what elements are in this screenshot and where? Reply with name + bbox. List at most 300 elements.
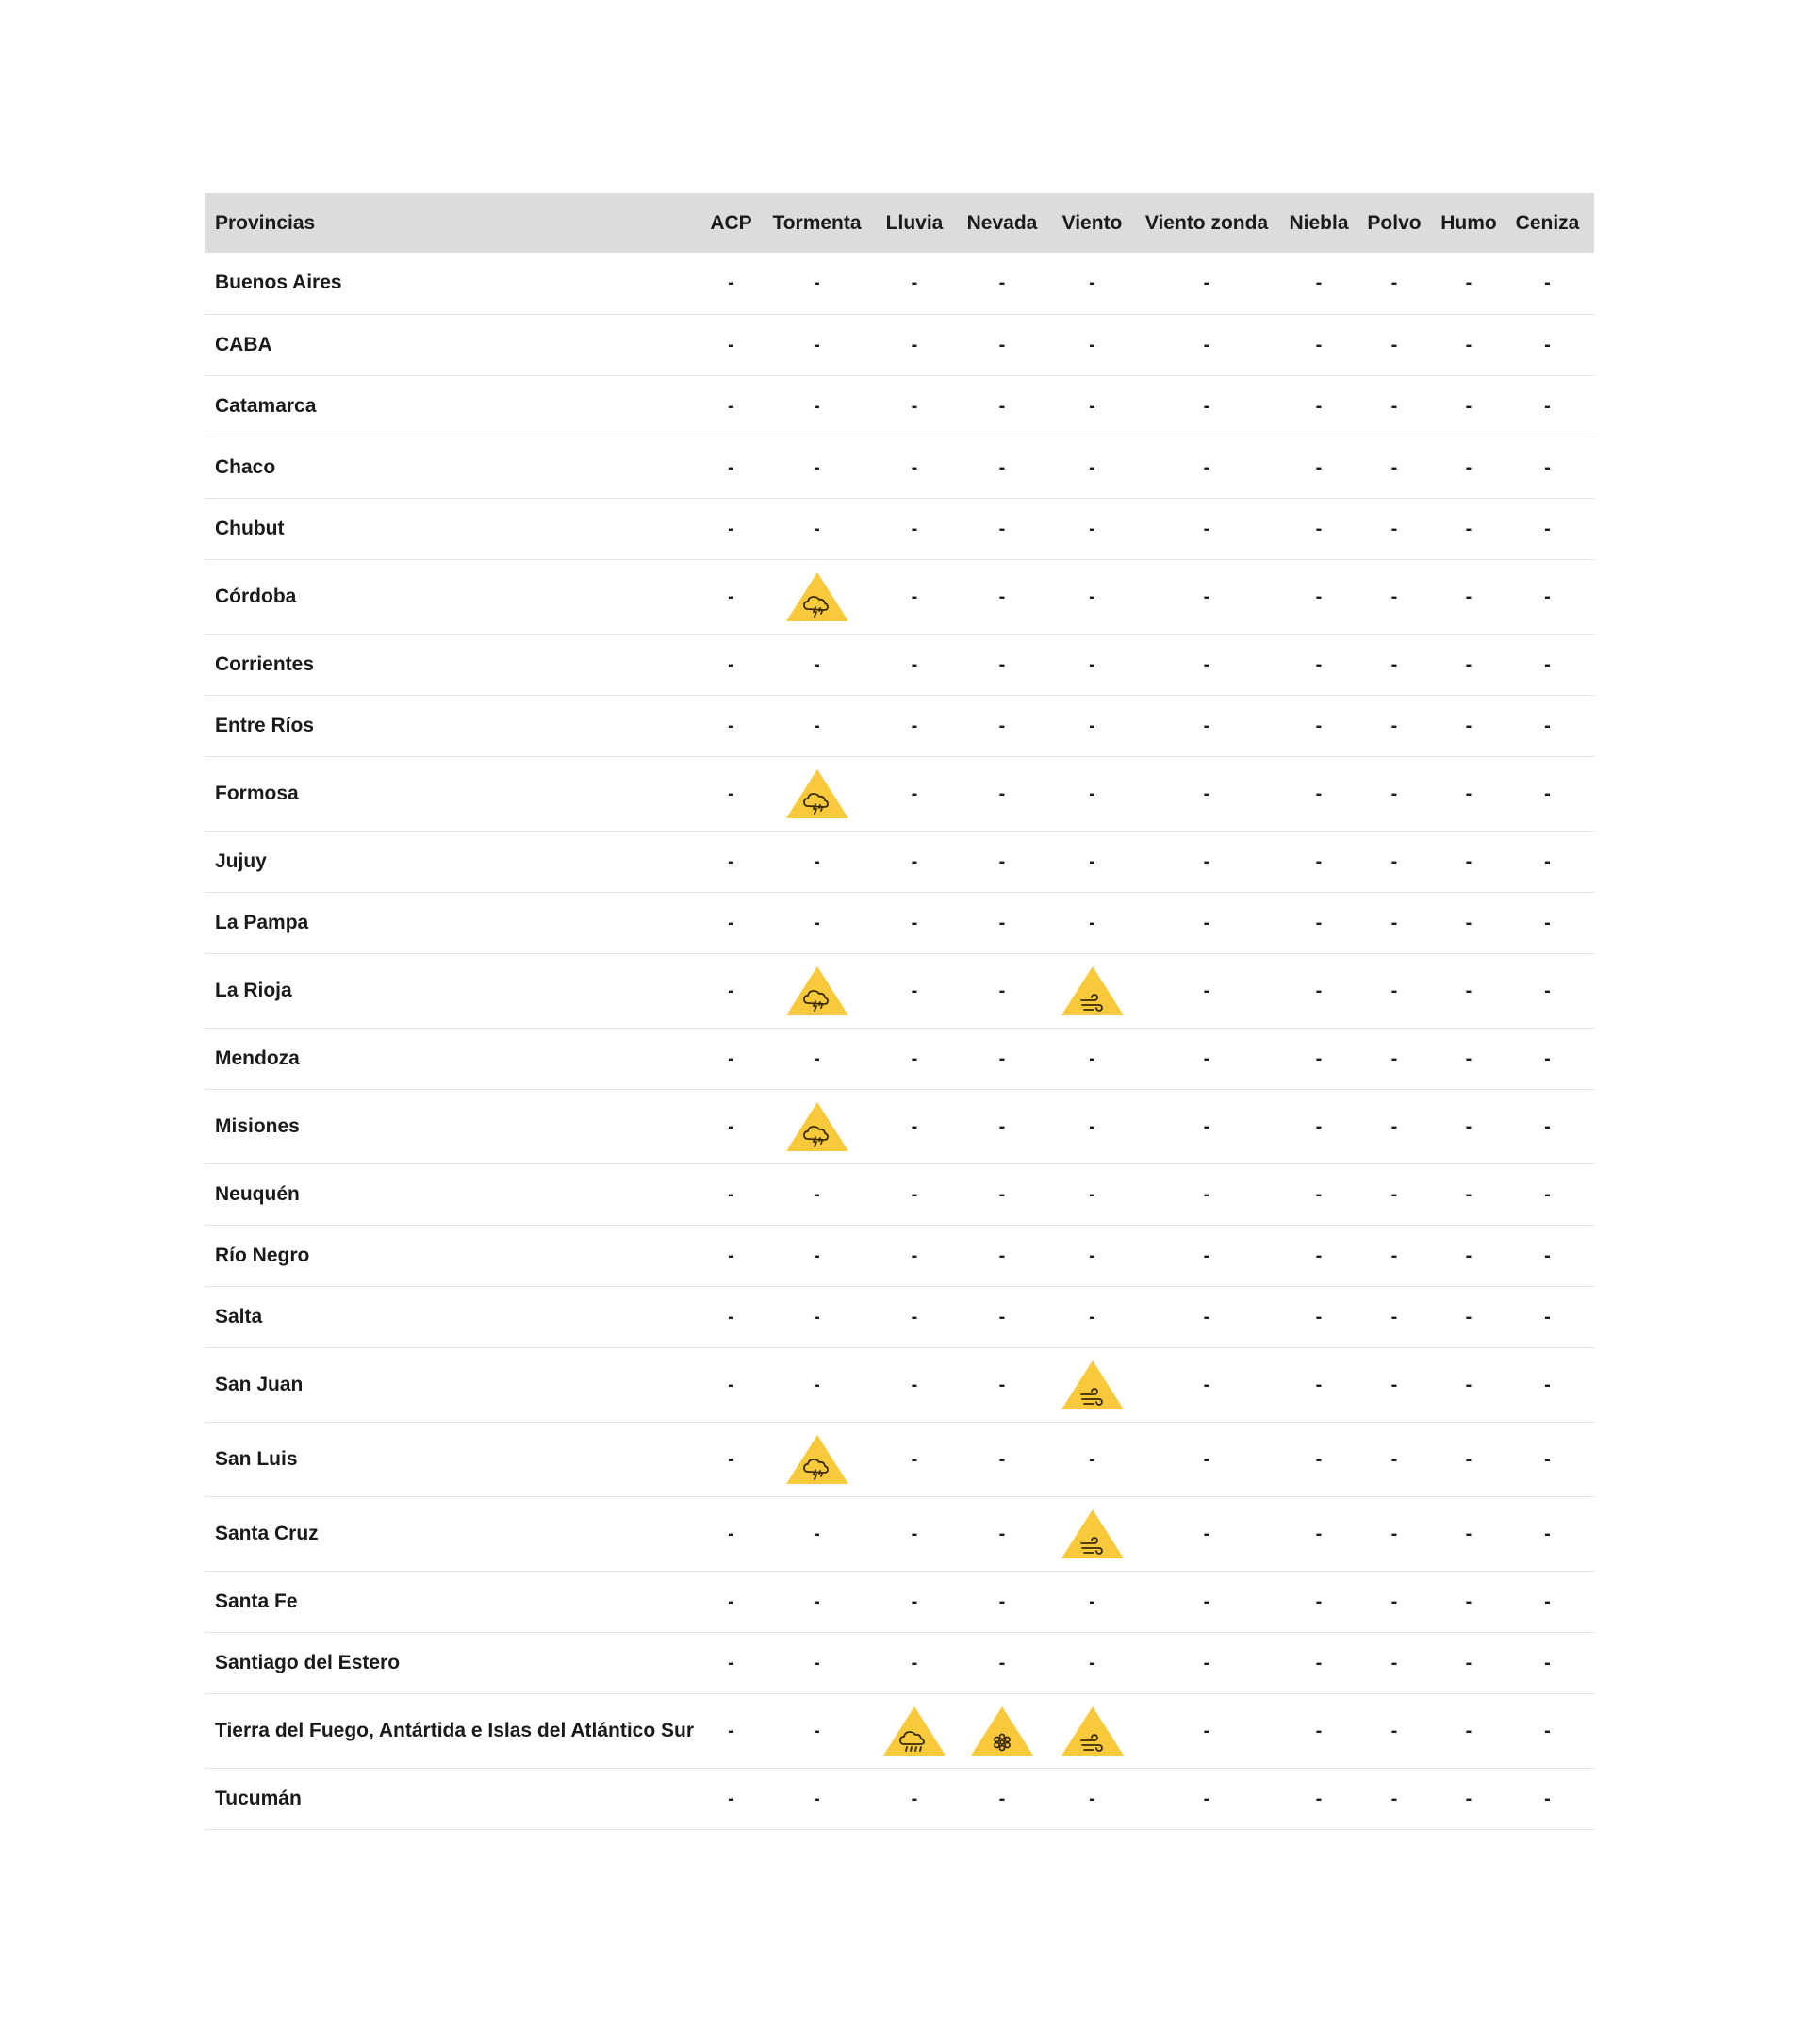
no-alert-dash: - <box>1390 850 1398 872</box>
table-header <box>205 193 1594 253</box>
alert-cell <box>752 437 881 498</box>
no-alert-dash: - <box>998 334 1006 355</box>
alert-cell <box>1352 953 1437 1028</box>
table-row <box>205 1422 1594 1496</box>
province-name: San Juan <box>215 1373 304 1395</box>
header-nevada: Nevada <box>966 211 1038 234</box>
province-name: Entre Ríos <box>215 714 315 736</box>
alerts-table-container <box>205 193 1594 1830</box>
alert-cell <box>881 1347 947 1422</box>
alert-cell <box>1352 498 1437 559</box>
no-alert-dash: - <box>814 1788 820 1809</box>
alert-cell <box>881 1163 947 1225</box>
alert-cell <box>1286 498 1352 559</box>
storm-warning-icon <box>784 1433 850 1486</box>
alert-cell <box>752 695 881 756</box>
alert-cell <box>881 1225 947 1286</box>
alert-cell <box>1286 892 1352 953</box>
alert-cell <box>1127 1571 1286 1632</box>
alert-cell <box>1501 437 1594 498</box>
alert-cell <box>1437 1286 1501 1347</box>
alert-cell <box>710 1632 752 1693</box>
alert-cell <box>1057 1347 1127 1422</box>
province-name: Misiones <box>215 1114 300 1137</box>
table-row <box>205 375 1594 437</box>
alert-cell <box>1057 953 1127 1028</box>
no-alert-dash: - <box>1544 980 1551 1001</box>
table-row <box>205 892 1594 953</box>
no-alert-dash: - <box>911 1788 918 1809</box>
no-alert-dash: - <box>1315 585 1323 607</box>
no-alert-dash: - <box>1544 1115 1551 1137</box>
no-alert-dash: - <box>1465 456 1473 478</box>
alert-cell <box>1437 831 1501 892</box>
no-alert-dash: - <box>998 653 1006 675</box>
no-alert-dash: - <box>911 912 918 933</box>
no-alert-dash: - <box>1465 1788 1473 1809</box>
no-alert-dash: - <box>998 1047 1006 1069</box>
alert-cell <box>947 1768 1057 1829</box>
no-alert-dash: - <box>1465 912 1473 933</box>
no-alert-dash: - <box>1089 783 1095 804</box>
province-name: San Luis <box>215 1447 298 1470</box>
alert-cell <box>1501 1632 1594 1693</box>
alert-cell <box>1057 756 1127 831</box>
no-alert-dash: - <box>1203 1245 1210 1266</box>
no-alert-dash: - <box>998 272 1006 294</box>
alert-cell <box>752 1496 881 1571</box>
alert-cell <box>1437 1422 1501 1496</box>
alert-cell <box>1127 1089 1286 1163</box>
alert-cell <box>1501 1768 1594 1829</box>
no-alert-dash: - <box>1390 653 1398 675</box>
no-alert-dash: - <box>1203 1788 1210 1809</box>
no-alert-dash: - <box>1465 1047 1473 1069</box>
alert-cell <box>947 892 1057 953</box>
no-alert-dash: - <box>1390 456 1398 478</box>
no-alert-dash: - <box>1315 1047 1323 1069</box>
no-alert-dash: - <box>1390 1245 1398 1266</box>
alert-cell <box>710 1028 752 1089</box>
no-alert-dash: - <box>1390 1374 1398 1395</box>
alert-cell <box>710 437 752 498</box>
no-alert-dash: - <box>1390 395 1398 417</box>
alert-cell <box>1437 1089 1501 1163</box>
no-alert-dash: - <box>1465 585 1473 607</box>
alert-cell <box>1501 498 1594 559</box>
no-alert-dash: - <box>998 980 1006 1001</box>
alert-cell <box>710 892 752 953</box>
alert-cell <box>710 253 752 314</box>
alert-cell <box>1352 375 1437 437</box>
province-name: Mendoza <box>215 1047 300 1069</box>
alert-cell <box>752 1028 881 1089</box>
alert-cell <box>1352 314 1437 375</box>
province-name: Santa Cruz <box>215 1522 319 1544</box>
no-alert-dash: - <box>728 850 734 872</box>
no-alert-dash: - <box>814 518 820 539</box>
no-alert-dash: - <box>728 1788 734 1809</box>
no-alert-dash: - <box>998 1523 1006 1544</box>
no-alert-dash: - <box>1315 1374 1323 1395</box>
table-row <box>205 1028 1594 1089</box>
alert-cell <box>1352 756 1437 831</box>
alert-cell <box>1437 634 1501 695</box>
alert-cell <box>1286 756 1352 831</box>
alert-cell <box>1286 1422 1352 1496</box>
alert-cell <box>881 1089 947 1163</box>
alert-cell <box>710 1768 752 1829</box>
no-alert-dash: - <box>1544 1047 1551 1069</box>
alert-cell <box>1286 1089 1352 1163</box>
province-name: Chubut <box>215 517 285 539</box>
wind-warning-icon <box>1060 1359 1126 1411</box>
no-alert-dash: - <box>911 653 918 675</box>
alert-cell <box>710 1225 752 1286</box>
alert-cell <box>1286 695 1352 756</box>
table-row <box>205 559 1594 634</box>
table-row <box>205 1768 1594 1829</box>
storm-warning-icon <box>784 1100 850 1153</box>
no-alert-dash: - <box>1203 456 1210 478</box>
alert-cell <box>710 831 752 892</box>
no-alert-dash: - <box>1544 518 1551 539</box>
alert-cell <box>752 1089 881 1163</box>
no-alert-dash: - <box>1089 456 1095 478</box>
no-alert-dash: - <box>1315 715 1323 736</box>
no-alert-dash: - <box>1315 1720 1323 1741</box>
alert-cell <box>947 437 1057 498</box>
alert-cell <box>1501 1225 1594 1286</box>
no-alert-dash: - <box>728 980 734 1001</box>
no-alert-dash: - <box>1390 980 1398 1001</box>
no-alert-dash: - <box>998 1652 1006 1673</box>
no-alert-dash: - <box>998 850 1006 872</box>
no-alert-dash: - <box>911 1183 918 1205</box>
alert-cell <box>1352 1225 1437 1286</box>
no-alert-dash: - <box>1465 715 1473 736</box>
no-alert-dash: - <box>1390 1448 1398 1470</box>
alert-cell <box>710 1347 752 1422</box>
alert-cell <box>1057 314 1127 375</box>
no-alert-dash: - <box>1544 1652 1551 1673</box>
no-alert-dash: - <box>998 1115 1006 1137</box>
alert-cell <box>1127 498 1286 559</box>
table-row <box>205 1347 1594 1422</box>
no-alert-dash: - <box>1465 653 1473 675</box>
alert-cell <box>1127 1422 1286 1496</box>
no-alert-dash: - <box>911 1245 918 1266</box>
no-alert-dash: - <box>814 1523 820 1544</box>
snow-warning-icon <box>969 1705 1035 1757</box>
no-alert-dash: - <box>998 1591 1006 1612</box>
table-row <box>205 634 1594 695</box>
alert-cell <box>1501 559 1594 634</box>
no-alert-dash: - <box>1390 272 1398 294</box>
storm-warning-icon <box>784 767 850 820</box>
alert-cell <box>1352 1422 1437 1496</box>
alert-cell <box>1501 695 1594 756</box>
no-alert-dash: - <box>1465 334 1473 355</box>
no-alert-dash: - <box>998 1448 1006 1470</box>
no-alert-dash: - <box>1089 272 1095 294</box>
alert-cell <box>1127 1286 1286 1347</box>
no-alert-dash: - <box>1089 518 1095 539</box>
alert-cell <box>752 953 881 1028</box>
alert-cell <box>752 634 881 695</box>
alert-cell <box>1437 1632 1501 1693</box>
alert-cell <box>1437 1028 1501 1089</box>
table-row <box>205 437 1594 498</box>
no-alert-dash: - <box>911 1047 918 1069</box>
alert-cell <box>1286 253 1352 314</box>
alert-cell <box>1286 1028 1352 1089</box>
no-alert-dash: - <box>1315 334 1323 355</box>
alert-cell <box>947 1632 1057 1693</box>
no-alert-dash: - <box>1390 334 1398 355</box>
alert-cell <box>1501 253 1594 314</box>
alert-cell <box>947 498 1057 559</box>
alert-cell <box>1501 375 1594 437</box>
alert-cell <box>710 953 752 1028</box>
province-name: Córdoba <box>215 585 297 607</box>
header-ceniza: Ceniza <box>1515 211 1580 234</box>
alert-cell <box>1352 1347 1437 1422</box>
alert-cell <box>1057 498 1127 559</box>
province-name: Chaco <box>215 455 276 478</box>
alert-cell <box>710 1422 752 1496</box>
alert-cell <box>1352 1163 1437 1225</box>
alert-cell <box>752 375 881 437</box>
no-alert-dash: - <box>728 1374 734 1395</box>
alert-cell <box>1501 634 1594 695</box>
no-alert-dash: - <box>1203 1591 1210 1612</box>
no-alert-dash: - <box>1089 715 1095 736</box>
table-row <box>205 1225 1594 1286</box>
alert-cell <box>710 1496 752 1571</box>
alert-cell <box>1437 1496 1501 1571</box>
alert-cell <box>881 1768 947 1829</box>
alert-cell <box>752 1693 881 1768</box>
no-alert-dash: - <box>814 272 820 294</box>
no-alert-dash: - <box>1544 272 1551 294</box>
alert-cell <box>947 375 1057 437</box>
alert-cell <box>1352 892 1437 953</box>
no-alert-dash: - <box>814 1374 820 1395</box>
alert-cell <box>752 498 881 559</box>
alert-cell <box>1501 1693 1594 1768</box>
no-alert-dash: - <box>1089 1245 1095 1266</box>
alert-cell <box>1127 1496 1286 1571</box>
alert-cell <box>710 634 752 695</box>
no-alert-dash: - <box>1390 1523 1398 1544</box>
alert-cell <box>1057 559 1127 634</box>
no-alert-dash: - <box>1203 850 1210 872</box>
no-alert-dash: - <box>911 1591 918 1612</box>
alert-cell <box>1501 1347 1594 1422</box>
no-alert-dash: - <box>911 334 918 355</box>
alert-cell <box>1352 1693 1437 1768</box>
no-alert-dash: - <box>1465 1591 1473 1612</box>
no-alert-dash: - <box>1544 1788 1551 1809</box>
alert-cell <box>947 1571 1057 1632</box>
alert-cell <box>752 559 881 634</box>
no-alert-dash: - <box>1089 334 1095 355</box>
alert-cell <box>1286 1225 1352 1286</box>
alert-cell <box>947 253 1057 314</box>
no-alert-dash: - <box>911 585 918 607</box>
no-alert-dash: - <box>814 1720 820 1741</box>
province-name: CABA <box>215 333 272 355</box>
alert-cell <box>1352 1768 1437 1829</box>
alert-cell <box>1352 1571 1437 1632</box>
rain-warning-icon <box>881 1705 947 1757</box>
province-name: Neuquén <box>215 1182 300 1205</box>
no-alert-dash: - <box>814 653 820 675</box>
province-name: Salta <box>215 1305 263 1327</box>
alert-cell <box>1437 1571 1501 1632</box>
alert-cell <box>1057 1225 1127 1286</box>
alert-cell <box>881 559 947 634</box>
no-alert-dash: - <box>911 1374 918 1395</box>
alert-cell <box>947 314 1057 375</box>
no-alert-dash: - <box>1544 1183 1551 1205</box>
no-alert-dash: - <box>814 1183 820 1205</box>
alert-cell <box>1286 1496 1352 1571</box>
no-alert-dash: - <box>728 653 734 675</box>
no-alert-dash: - <box>1465 850 1473 872</box>
alert-cell <box>947 953 1057 1028</box>
no-alert-dash: - <box>998 518 1006 539</box>
table-row <box>205 953 1594 1028</box>
no-alert-dash: - <box>728 1245 734 1266</box>
alert-cell <box>1057 1496 1127 1571</box>
storm-warning-icon <box>784 570 850 623</box>
province-name: La Pampa <box>215 911 309 933</box>
no-alert-dash: - <box>1203 585 1210 607</box>
alert-cell <box>1057 253 1127 314</box>
no-alert-dash: - <box>911 715 918 736</box>
no-alert-dash: - <box>728 912 734 933</box>
alert-cell <box>881 1286 947 1347</box>
alert-cell <box>1127 831 1286 892</box>
alert-cell <box>1286 437 1352 498</box>
no-alert-dash: - <box>1203 912 1210 933</box>
alert-cell <box>1057 1286 1127 1347</box>
province-name: Formosa <box>215 782 299 804</box>
alert-cell <box>1437 1163 1501 1225</box>
no-alert-dash: - <box>1203 980 1210 1001</box>
no-alert-dash: - <box>998 395 1006 417</box>
no-alert-dash: - <box>1465 1374 1473 1395</box>
alert-cell <box>1352 1632 1437 1693</box>
no-alert-dash: - <box>1544 1374 1551 1395</box>
alert-cell <box>752 1571 881 1632</box>
alert-cell <box>1437 498 1501 559</box>
no-alert-dash: - <box>1544 456 1551 478</box>
alert-cell <box>1501 1571 1594 1632</box>
no-alert-dash: - <box>1089 585 1095 607</box>
alert-cell <box>881 953 947 1028</box>
alert-cell <box>1286 1163 1352 1225</box>
alert-cell <box>1127 1347 1286 1422</box>
no-alert-dash: - <box>814 1306 820 1327</box>
weather-alerts-table <box>205 193 1594 1830</box>
alert-cell <box>752 253 881 314</box>
no-alert-dash: - <box>1465 783 1473 804</box>
header-polvo: Polvo <box>1367 211 1422 234</box>
no-alert-dash: - <box>1390 518 1398 539</box>
alert-cell <box>710 695 752 756</box>
no-alert-dash: - <box>1544 1306 1551 1327</box>
alert-cell <box>1501 1286 1594 1347</box>
no-alert-dash: - <box>911 1523 918 1544</box>
alert-cell <box>752 1632 881 1693</box>
alert-cell <box>1127 634 1286 695</box>
alert-cell <box>752 892 881 953</box>
table-row <box>205 253 1594 314</box>
table-row <box>205 1286 1594 1347</box>
alert-cell <box>1437 437 1501 498</box>
alert-cell <box>1127 695 1286 756</box>
no-alert-dash: - <box>1544 1448 1551 1470</box>
no-alert-dash: - <box>1089 1115 1095 1137</box>
alert-cell <box>881 831 947 892</box>
no-alert-dash: - <box>998 1245 1006 1266</box>
no-alert-dash: - <box>1089 1047 1095 1069</box>
table-row <box>205 498 1594 559</box>
no-alert-dash: - <box>1315 850 1323 872</box>
alert-cell <box>1501 756 1594 831</box>
alert-cell <box>947 1693 1057 1768</box>
no-alert-dash: - <box>1089 1652 1095 1673</box>
header-humo: Humo <box>1440 211 1497 234</box>
table-row <box>205 1496 1594 1571</box>
no-alert-dash: - <box>814 1245 820 1266</box>
alert-cell <box>1057 1089 1127 1163</box>
alert-cell <box>1352 634 1437 695</box>
no-alert-dash: - <box>1465 1523 1473 1544</box>
alert-cell <box>1057 1632 1127 1693</box>
no-alert-dash: - <box>911 1652 918 1673</box>
no-alert-dash: - <box>1203 653 1210 675</box>
no-alert-dash: - <box>728 1047 734 1069</box>
alert-cell <box>752 1422 881 1496</box>
no-alert-dash: - <box>1315 395 1323 417</box>
no-alert-dash: - <box>728 1306 734 1327</box>
alert-cell <box>710 314 752 375</box>
province-name: Santiago del Estero <box>215 1651 401 1673</box>
no-alert-dash: - <box>1544 1245 1551 1266</box>
alert-cell <box>1352 559 1437 634</box>
province-name: Buenos Aires <box>215 272 342 294</box>
alert-cell <box>881 1632 947 1693</box>
alert-cell <box>1057 1028 1127 1089</box>
alert-cell <box>752 1768 881 1829</box>
no-alert-dash: - <box>1315 1115 1323 1137</box>
alert-cell <box>947 634 1057 695</box>
province-name: La Rioja <box>215 979 292 1001</box>
table-body <box>205 253 1594 1829</box>
alert-cell <box>1437 1225 1501 1286</box>
table-row <box>205 695 1594 756</box>
header-lluvia: Lluvia <box>885 211 944 234</box>
province-name: Jujuy <box>215 849 267 872</box>
no-alert-dash: - <box>1315 1306 1323 1327</box>
no-alert-dash: - <box>1390 1788 1398 1809</box>
alert-cell <box>1057 695 1127 756</box>
no-alert-dash: - <box>1315 1523 1323 1544</box>
